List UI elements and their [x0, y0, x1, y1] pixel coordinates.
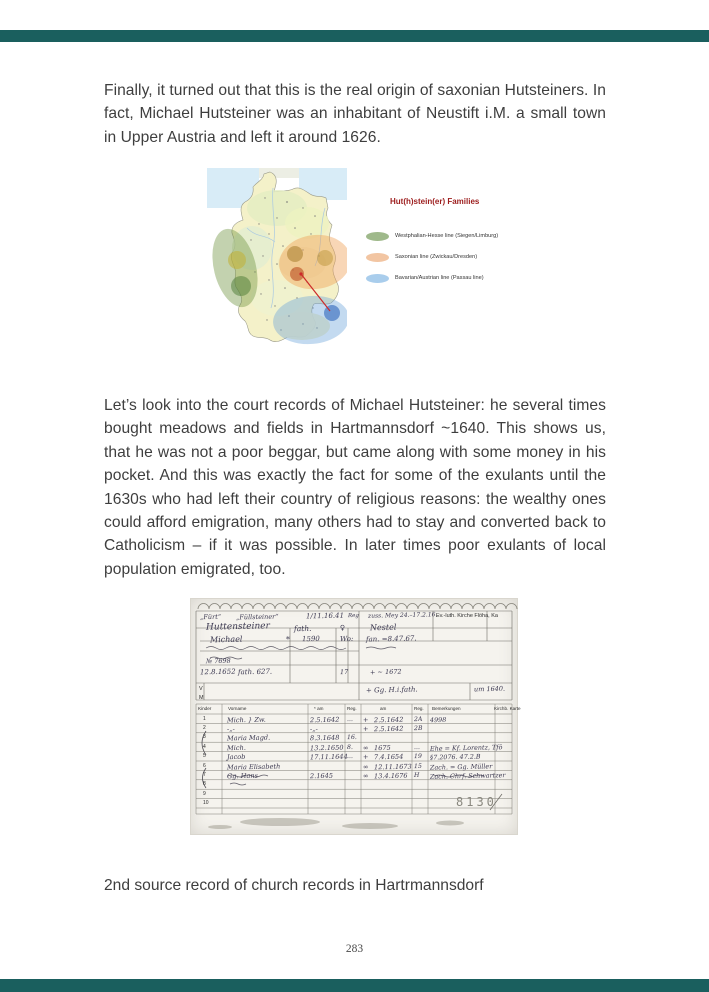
card-entry: 1/11.16.41: [305, 611, 345, 621]
row-rem: Zach. Chrf. Schwartzer: [429, 771, 506, 781]
row-sym: +: [362, 715, 369, 724]
column-header: am: [380, 706, 387, 711]
card-entry: fan. =8.47.67.: [365, 634, 417, 644]
bottom-decor-bar: [0, 979, 709, 992]
legend-label: Bavarian/Austrian line (Passau line): [395, 275, 484, 281]
legend-title: Hut(h)stein(er) Families: [390, 197, 480, 206]
row-died: 2.5.1642: [373, 715, 404, 724]
row-reg: ...: [346, 715, 353, 723]
card-entry: ♀: [339, 623, 346, 633]
row-n: 8: [203, 781, 206, 788]
row-n: 1: [203, 715, 206, 722]
card-entry: zuss. Mey 24.–17.2.16.: [367, 611, 438, 620]
card-entry: V: [199, 686, 203, 692]
card-entry: fath.: [293, 623, 312, 634]
card-entry: Reg: [347, 612, 359, 620]
row-rem: 4998: [429, 715, 447, 724]
card-entry: Wo:: [339, 634, 354, 644]
legend-item: [366, 230, 498, 242]
card-entry: Nestel: [369, 622, 397, 633]
row-died: 2.5.1642: [373, 724, 404, 734]
row-n: 3: [203, 734, 206, 741]
row-born: -„-: [309, 724, 318, 733]
row-n: 5: [203, 753, 206, 760]
row-died: 7.4.1654: [373, 752, 404, 762]
row-born: 17.11.1644: [309, 752, 348, 762]
row-dreg: 2A: [413, 715, 423, 723]
row-n: 4: [203, 743, 206, 750]
card-entry: „Füllsteiner“: [235, 612, 279, 622]
card-entry: Huttensteiner: [205, 621, 270, 633]
row-n: 2: [203, 724, 206, 731]
card-entry: Michael: [209, 634, 243, 645]
map-legend: [362, 168, 507, 350]
row-dreg: 15: [413, 762, 422, 770]
row-dreg: 19: [413, 753, 422, 761]
card-entry: 17: [339, 667, 349, 677]
row-name: Maria Elisabeth: [226, 761, 281, 772]
legend-item: [366, 251, 477, 263]
column-header: Bemerkungen: [432, 706, 461, 711]
row-died: 13.4.1676: [373, 771, 408, 781]
card-entry: fath. 627.: [237, 667, 273, 677]
legend-swatch-blue: [366, 274, 389, 283]
archive-stamp: 8130: [456, 795, 497, 809]
legend-swatch-orange: [366, 253, 389, 262]
row-name: Mich.: [226, 743, 246, 752]
row-born: 8.3.1648: [309, 733, 340, 743]
row-n: 7: [203, 771, 206, 778]
row-rem: §7.2076. 47.2.B: [429, 752, 481, 762]
row-sym: +: [362, 753, 369, 762]
card-entry: + ∼ 1672: [369, 667, 402, 677]
row-born: 13.2.1650: [309, 743, 344, 753]
map-figure: [207, 168, 507, 350]
row-name: Jacob: [226, 752, 246, 762]
card-entry: M: [199, 695, 204, 701]
legend-label: Saxonian line (Zwickau/Dresden): [395, 254, 478, 260]
row-reg: 16.: [346, 734, 357, 742]
card-entry: 12.8.1652: [199, 667, 236, 677]
row-dreg: H: [413, 771, 420, 779]
germany-map-image: [207, 168, 347, 350]
top-decor-bar: [0, 30, 709, 42]
row-n: 6: [203, 762, 206, 769]
paragraph-origin: Finally, it turned out that this is the real origin of saxonian Hutsteiners. In fact, Michael Hutsteiner was an inhabitant of Neustift i.M. a small town in Upper Austria and left it around 1626.: [104, 82, 606, 146]
row-n: 9: [203, 790, 206, 797]
legend-item: [366, 272, 484, 284]
card-entry: um 1640.: [473, 684, 506, 694]
column-header: Vorname: [228, 706, 247, 711]
row-rem: Zach. = Gg. Müller: [429, 761, 493, 772]
row-dreg: 2B: [413, 724, 423, 732]
church-record-scan: [190, 598, 521, 835]
row-n: 10: [203, 800, 209, 807]
column-header: Reg.: [414, 706, 424, 711]
row-born: 2.5.1642: [309, 715, 340, 724]
card-entry: № 7698: [205, 656, 231, 666]
legend-label: Westphalian-Hesse line (Siegen/Limburg): [395, 233, 499, 239]
scan-caption: 2nd source record of church records in Hartrmannsdorf: [104, 877, 484, 894]
row-born: 2.1645: [309, 771, 334, 781]
card-entry: Ev.-luth. Kirche Flöha, Ka: [436, 613, 498, 619]
column-header: Reg.: [347, 706, 357, 711]
row-name: Maria Magd.: [226, 733, 271, 743]
card-entry: *: [285, 634, 291, 645]
row-name: -„-: [226, 724, 235, 733]
row-reg: ...: [346, 753, 353, 761]
row-sym: ∞: [362, 743, 369, 752]
row-reg: 8.: [346, 743, 353, 751]
column-header: Kirchb. Karte: [494, 706, 521, 711]
column-header: Kinder: [198, 706, 212, 711]
legend-swatch-green: [366, 232, 389, 241]
card-entry: „Fürt“: [199, 612, 222, 622]
page-number: 283: [345, 943, 364, 955]
paragraph-court-records: Let’s look into the court records of Michael Hutsteiner: he several times bought meadows and fields in Hartmannsdorf ~1640. This shows us, that he was not a poor beggar, but came along with some money in his pocket. And this was exactly the fact for some of the exulants until the 1630s who had left their country of religious reasons: the wealthy ones could afford emigration, many others had to stay and converted back to Catholicism – if it was possible. In later times poor exulants of local population emigrated, too.: [104, 397, 606, 578]
row-sym: +: [362, 724, 369, 733]
column-header: * am: [314, 706, 324, 711]
card-entry: + Gg. H.i.fath.: [365, 685, 418, 695]
row-died: 1675: [373, 743, 391, 752]
row-name: Gg. Hans: [226, 771, 259, 781]
card-entry: 1590: [301, 634, 320, 644]
row-sym: ∞: [362, 771, 369, 780]
row-sym: ∞: [362, 762, 369, 771]
row-name: Mich. } Zw.: [226, 715, 266, 724]
row-died: 12.11.1673: [373, 762, 412, 771]
row-dreg: ...: [413, 743, 420, 751]
row-rem: Ehe = Kf. Lorentz, Tfö: [429, 742, 503, 753]
